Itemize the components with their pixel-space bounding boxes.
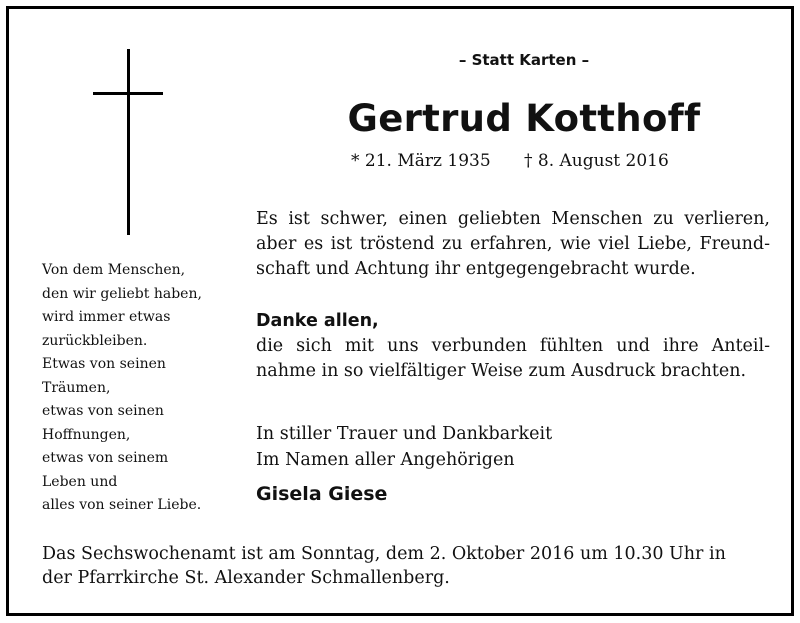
main-text-line: aber es ist tröstend zu erfahren, wie viel Liebe, Freund-	[256, 234, 770, 254]
thanks-line: die sich mit uns verbunden fühlten und ihre Anteil-	[256, 336, 770, 356]
main-text	[256, 207, 770, 282]
poem-line: Etwas von seinen	[42, 356, 166, 372]
deceased-name: Gertrud Kotthoff	[347, 97, 701, 140]
closing-line: Im Namen aller Angehörigen	[256, 450, 515, 470]
poem-line: etwas von seinen	[42, 403, 164, 419]
closing-section	[256, 421, 552, 473]
poem-line: etwas von seinem	[42, 450, 169, 466]
thanks-section	[256, 309, 770, 384]
closing-line: In stiller Trauer und Dankbarkeit	[256, 424, 553, 444]
poem-line: Leben und	[42, 473, 118, 490]
obituary-notice	[6, 6, 794, 616]
footer-line: der Pfarrkirche St. Alexander Schmallenberg.	[42, 568, 450, 588]
statt-karten-label: – Statt Karten –	[458, 51, 590, 69]
cross-icon	[127, 49, 130, 235]
main-text-line: Es ist schwer, einen geliebten Menschen zu verlieren,	[256, 209, 770, 229]
thanks-title: Danke allen,	[256, 311, 379, 331]
poem-line: den wir geliebt haben,	[42, 285, 202, 302]
poem-line: Träumen,	[42, 379, 111, 396]
main-text-line: schaft und Achtung ihr entgegengebracht wurde.	[256, 259, 696, 279]
thanks-line: nahme in so vielfältiger Weise zum Ausdruck brachten.	[256, 361, 747, 381]
poem-line: Von dem Menschen,	[42, 262, 186, 278]
death-date: † 8. August 2016	[524, 151, 669, 171]
poem-line: zurückbleiben.	[42, 332, 148, 349]
signer-name: Gisela Giese	[256, 483, 388, 505]
poem	[42, 259, 202, 518]
poem-line: alles von seiner Liebe.	[42, 497, 202, 513]
cross-icon-bar	[93, 92, 163, 95]
footer-note	[42, 542, 742, 590]
poem-line: wird immer etwas	[42, 309, 171, 325]
footer-line: Das Sechswochenamt ist am Sonntag, dem 2. Oktober 2016 um 10.30 Uhr in	[42, 544, 726, 564]
birth-date: * 21. März 1935	[351, 151, 491, 171]
poem-line: Hoffnungen,	[42, 426, 131, 443]
